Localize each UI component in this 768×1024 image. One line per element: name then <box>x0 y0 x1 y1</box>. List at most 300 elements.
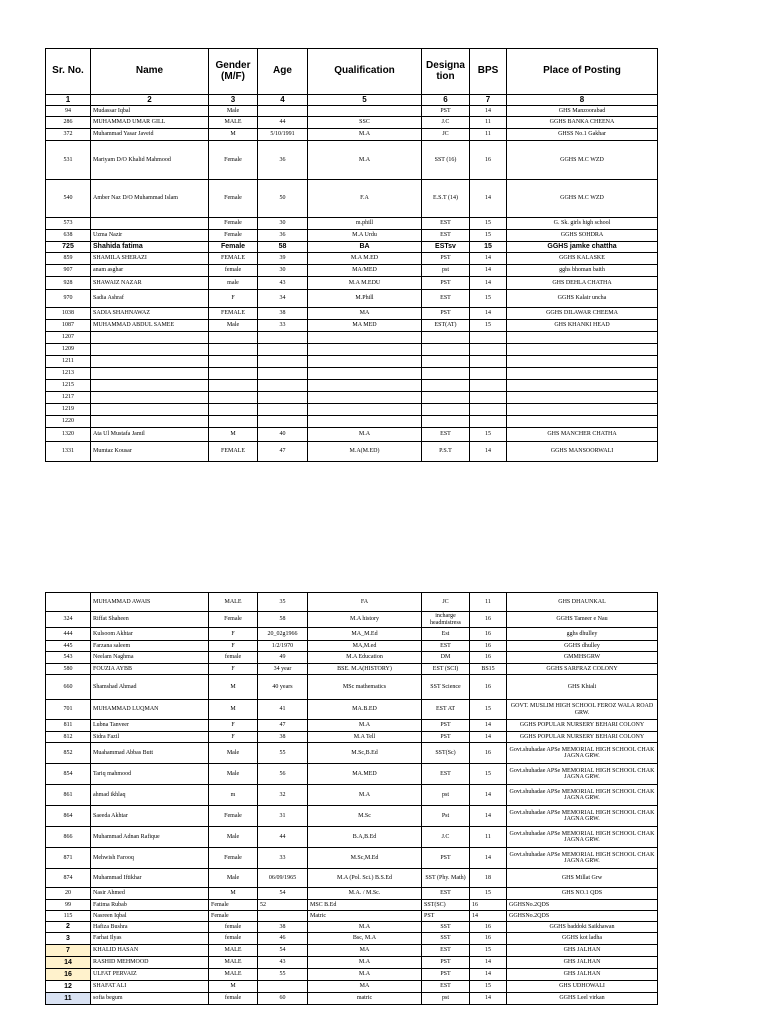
sr-no-cell: 1320 <box>46 428 91 442</box>
qualification-cell: M.A <box>308 129 422 141</box>
name-cell: Mudassar Iqbal <box>91 106 209 117</box>
table-row <box>46 957 658 969</box>
gender-cell: female <box>209 265 258 277</box>
age-cell <box>258 392 308 404</box>
qualification-cell: BSE. M.A(HISTORY) <box>308 664 422 675</box>
qualification-cell: MA MED <box>308 320 422 332</box>
bps-cell: 16 <box>470 641 507 652</box>
column-index: 8 <box>507 95 658 106</box>
designation-cell: pst <box>422 993 470 1005</box>
table-row <box>46 675 658 700</box>
bps-cell: 15 <box>470 242 507 253</box>
qualification-cell: MA <box>308 981 422 993</box>
name-cell: Saeeda Akhtar <box>91 806 209 827</box>
place-of-posting-cell: GGHS MANSOORWALI <box>507 442 658 462</box>
place-of-posting-cell: GGHS jamke chattha <box>507 242 658 253</box>
bps-cell: BS15 <box>470 664 507 675</box>
designation-cell: EST <box>422 218 470 230</box>
gender-cell: Female <box>209 900 258 911</box>
name-cell: MUHAMMAD AWAIS <box>91 593 209 612</box>
bps-cell: 14 <box>470 253 507 265</box>
gender-cell: M <box>209 888 258 900</box>
age-cell <box>258 416 308 428</box>
qualification-cell: M.Sc,B.Ed <box>308 743 422 764</box>
age-cell: 1/2/1970 <box>258 641 308 652</box>
table-row <box>46 356 658 368</box>
designation-cell: E.S.T (14) <box>422 180 470 218</box>
name-cell: Ata Ul Mustafa Jamil <box>91 428 209 442</box>
name-cell: Mumtaz Kousar <box>91 442 209 462</box>
designation-cell: PST <box>422 969 470 981</box>
table-row <box>46 969 658 981</box>
qualification-cell <box>308 380 422 392</box>
designation-cell: EST (SCI) <box>422 664 470 675</box>
column-index: 3 <box>209 95 258 106</box>
bps-cell: 16 <box>470 141 507 180</box>
designation-cell: EST AT <box>422 700 470 720</box>
place-of-posting-cell: GGHSNo.2QDS <box>507 900 658 911</box>
age-cell: 33 <box>258 320 308 332</box>
sr-no-cell: 16 <box>46 969 91 981</box>
gender-cell: Female <box>209 848 258 869</box>
sr-no-cell: 854 <box>46 764 91 785</box>
designation-cell: ESTsv <box>422 242 470 253</box>
sr-no-cell: 11 <box>46 993 91 1005</box>
gender-cell: Male <box>209 743 258 764</box>
table-row <box>46 129 658 141</box>
bps-cell: 16 <box>470 612 507 628</box>
name-cell: Mehwish Farooq <box>91 848 209 869</box>
designation-cell: PST <box>422 277 470 290</box>
designation-cell: PST <box>422 720 470 732</box>
table-row <box>46 911 658 922</box>
sr-no-cell: 324 <box>46 612 91 628</box>
age-cell: 41 <box>258 700 308 720</box>
sr-no-cell: 866 <box>46 827 91 848</box>
bps-cell: 16 <box>470 922 507 933</box>
designation-cell: Pst <box>422 806 470 827</box>
bps-cell: 14 <box>470 442 507 462</box>
sr-no-cell: 638 <box>46 230 91 242</box>
sr-no-cell: 864 <box>46 806 91 827</box>
table-row <box>46 442 658 462</box>
qualification-cell: M.A (Pol. Sci.) B.S.Ed <box>308 869 422 888</box>
bps-cell: 14 <box>470 277 507 290</box>
age-cell: 5/10/1991 <box>258 129 308 141</box>
designation-cell: PST <box>422 106 470 117</box>
place-of-posting-cell: Govt.shuhadae APSe MEMORIAL HIGH SCHOOL CHAK JAGNA GRW. <box>507 764 658 785</box>
gender-cell: FEMALE <box>209 253 258 265</box>
designation-cell: EST <box>422 230 470 242</box>
gender-cell: M <box>209 675 258 700</box>
bps-cell: 15 <box>470 700 507 720</box>
table-row <box>46 732 658 743</box>
table-row <box>46 392 658 404</box>
age-cell: 30 <box>258 218 308 230</box>
qualification-cell: MA.B.ED <box>308 700 422 720</box>
designation-cell <box>422 344 470 356</box>
gender-cell: female <box>209 922 258 933</box>
designation-cell <box>422 416 470 428</box>
qualification-cell: Bsc, M.A <box>308 933 422 945</box>
age-cell <box>258 344 308 356</box>
table-row <box>46 253 658 265</box>
name-cell: Fatima Rubab <box>91 900 209 911</box>
gender-cell: F <box>209 664 258 675</box>
sr-no-cell: 1220 <box>46 416 91 428</box>
bps-cell <box>470 380 507 392</box>
age-cell: 40 <box>258 428 308 442</box>
gender-cell: m <box>209 785 258 806</box>
qualification-cell: MSC B.Ed <box>308 900 422 911</box>
gender-cell: MALE <box>209 945 258 957</box>
bps-cell: 14 <box>470 720 507 732</box>
bps-cell: 14 <box>470 911 507 922</box>
table-row <box>46 888 658 900</box>
place-of-posting-cell: GMMHSGRW <box>507 652 658 664</box>
gender-cell: Male <box>209 106 258 117</box>
place-of-posting-cell: GHS DEHLA CHATHA <box>507 277 658 290</box>
sr-no-cell: 531 <box>46 141 91 180</box>
sr-no-cell: 1087 <box>46 320 91 332</box>
place-of-posting-cell: Govt.shuhadae APSe MEMORIAL HIGH SCHOOL CHAK JAGNA GRW. <box>507 848 658 869</box>
name-cell: MUHAMMAD ABDUL SAMEE <box>91 320 209 332</box>
gender-cell: F <box>209 732 258 743</box>
place-of-posting-cell: GHS UDHOWALI <box>507 981 658 993</box>
designation-cell: SST Science <box>422 675 470 700</box>
designation-cell <box>422 392 470 404</box>
bps-cell: 14 <box>470 806 507 827</box>
sr-no-cell: 852 <box>46 743 91 764</box>
gender-cell: Female <box>209 911 258 922</box>
name-cell <box>91 392 209 404</box>
age-cell: 38 <box>258 308 308 320</box>
name-cell: ULFAT PERVAIZ <box>91 969 209 981</box>
qualification-cell: FA <box>308 593 422 612</box>
place-of-posting-cell <box>507 380 658 392</box>
age-cell: 32 <box>258 785 308 806</box>
designation-cell: PST <box>422 848 470 869</box>
bps-cell: 11 <box>470 827 507 848</box>
qualification-cell: M.Phill <box>308 290 422 308</box>
column-index: 4 <box>258 95 308 106</box>
table-row <box>46 612 658 628</box>
age-cell: 31 <box>258 806 308 827</box>
place-of-posting-cell <box>507 416 658 428</box>
place-of-posting-cell <box>507 368 658 380</box>
gender-cell <box>209 356 258 368</box>
sr-no-cell: 372 <box>46 129 91 141</box>
qualification-cell <box>308 106 422 117</box>
table-row <box>46 900 658 911</box>
bps-cell: 14 <box>470 180 507 218</box>
place-of-posting-cell <box>507 344 658 356</box>
designation-cell <box>422 380 470 392</box>
designation-cell: PST <box>422 957 470 969</box>
name-cell: MUHAMMAD UMAR GILL <box>91 117 209 129</box>
table-row <box>46 117 658 129</box>
sr-no-cell: 7 <box>46 945 91 957</box>
qualification-cell: M.A <box>308 957 422 969</box>
place-of-posting-cell: Govt.shuhadae APSe MEMORIAL HIGH SCHOOL CHAK JAGNA GRW. <box>507 785 658 806</box>
place-of-posting-cell: GGHSNo.2QDS <box>507 911 658 922</box>
designation-cell: incharge headmistress <box>422 612 470 628</box>
bps-cell: 14 <box>470 265 507 277</box>
designation-cell: J.C <box>422 827 470 848</box>
name-cell: Kulsoom Akhtar <box>91 628 209 641</box>
qualification-cell: MA.MED <box>308 764 422 785</box>
bps-cell: 15 <box>470 218 507 230</box>
bps-cell <box>470 368 507 380</box>
age-cell: 06/09/1965 <box>258 869 308 888</box>
header-designation: Designa tion <box>422 49 470 95</box>
table-row <box>46 720 658 732</box>
qualification-cell: M.A <box>308 969 422 981</box>
gender-cell: F <box>209 290 258 308</box>
designation-cell: SST(SC) <box>422 900 470 911</box>
table-row <box>46 332 658 344</box>
table-row <box>46 848 658 869</box>
qualification-cell: M.Sc <box>308 806 422 827</box>
name-cell: MUHAMMAD LUQMAN <box>91 700 209 720</box>
bps-cell: 11 <box>470 117 507 129</box>
name-cell <box>91 332 209 344</box>
column-index: 6 <box>422 95 470 106</box>
bps-cell: 18 <box>470 869 507 888</box>
designation-cell: EST(AT) <box>422 320 470 332</box>
name-cell: Uzma Nazir <box>91 230 209 242</box>
table-row <box>46 404 658 416</box>
sr-no-cell: 20 <box>46 888 91 900</box>
sr-no-cell: 12 <box>46 981 91 993</box>
sr-no-cell: 812 <box>46 732 91 743</box>
gender-cell: female <box>209 933 258 945</box>
gender-cell <box>209 416 258 428</box>
gender-cell: M <box>209 129 258 141</box>
place-of-posting-cell <box>507 404 658 416</box>
name-cell: Lubna Tanveer <box>91 720 209 732</box>
table-row <box>46 230 658 242</box>
name-cell: Shamshad Ahmad <box>91 675 209 700</box>
place-of-posting-cell: GGHS kot ladha <box>507 933 658 945</box>
table-row <box>46 652 658 664</box>
table-row <box>46 806 658 827</box>
place-of-posting-cell: Govt.shuhadae APSe MEMORIAL HIGH SCHOOL CHAK JAGNA GRW. <box>507 806 658 827</box>
sr-no-cell: 14 <box>46 957 91 969</box>
table-row <box>46 981 658 993</box>
place-of-posting-cell: GGHS POPULAR NURSERY BEHARI COLONY <box>507 720 658 732</box>
name-cell: Tariq mahmood <box>91 764 209 785</box>
age-cell: 60 <box>258 993 308 1005</box>
qualification-cell: M.Sc,M.Ed <box>308 848 422 869</box>
table-row <box>46 945 658 957</box>
sr-no-cell: 874 <box>46 869 91 888</box>
place-of-posting-cell: GHS Millat Grw <box>507 869 658 888</box>
gender-cell: MALE <box>209 969 258 981</box>
qualification-cell: F.A <box>308 180 422 218</box>
place-of-posting-cell: G. Sk. girls high school <box>507 218 658 230</box>
place-of-posting-cell: GHS JALHAN <box>507 957 658 969</box>
qualification-cell: M.A Education <box>308 652 422 664</box>
name-cell: Amber Naz D/O Muhammad Islam <box>91 180 209 218</box>
sr-no-cell: 861 <box>46 785 91 806</box>
qualification-cell: BA <box>308 242 422 253</box>
qualification-cell: m.phill <box>308 218 422 230</box>
sr-no-cell: 94 <box>46 106 91 117</box>
sr-no-cell: 1038 <box>46 308 91 320</box>
age-cell <box>258 368 308 380</box>
qualification-cell: Matric <box>308 911 422 922</box>
bps-cell: 16 <box>470 743 507 764</box>
age-cell: 43 <box>258 957 308 969</box>
age-cell: 47 <box>258 442 308 462</box>
designation-cell: PST <box>422 308 470 320</box>
name-cell <box>91 344 209 356</box>
designation-cell: SST (Phy. Math) <box>422 869 470 888</box>
place-of-posting-cell: GGHS POPULAR NURSERY BEHARI COLONY <box>507 732 658 743</box>
gender-cell: Female <box>209 180 258 218</box>
sr-no-cell: 444 <box>46 628 91 641</box>
gender-cell: Female <box>209 230 258 242</box>
bps-cell: 15 <box>470 290 507 308</box>
place-of-posting-cell: Govt.shuhadae APSe MEMORIAL HIGH SCHOOL CHAK JAGNA GRW. <box>507 827 658 848</box>
age-cell <box>258 356 308 368</box>
sr-no-cell: 871 <box>46 848 91 869</box>
table-row <box>46 664 658 675</box>
qualification-cell: SSC <box>308 117 422 129</box>
table-bottom-body <box>46 593 658 1005</box>
age-cell: 46 <box>258 933 308 945</box>
sr-no-cell: 1213 <box>46 368 91 380</box>
gender-cell: M <box>209 700 258 720</box>
table-row <box>46 827 658 848</box>
bps-cell: 14 <box>470 785 507 806</box>
age-cell <box>258 404 308 416</box>
designation-cell: PST <box>422 911 470 922</box>
gender-cell <box>209 344 258 356</box>
designation-cell: PST <box>422 732 470 743</box>
gender-cell <box>209 380 258 392</box>
designation-cell: J.C <box>422 117 470 129</box>
bps-cell: 15 <box>470 945 507 957</box>
gender-cell: Female <box>209 612 258 628</box>
name-cell: SADIA SHAHNAWAZ <box>91 308 209 320</box>
gender-cell: Female <box>209 218 258 230</box>
table-row <box>46 242 658 253</box>
designation-cell <box>422 368 470 380</box>
table-row <box>46 308 658 320</box>
age-cell: 47 <box>258 720 308 732</box>
sr-no-cell: 1331 <box>46 442 91 462</box>
sr-no-cell: 907 <box>46 265 91 277</box>
gender-cell: Male <box>209 764 258 785</box>
table-row <box>46 180 658 218</box>
bps-cell: 15 <box>470 981 507 993</box>
qualification-cell: M.A(M.ED) <box>308 442 422 462</box>
name-cell: Mariyam D/O Khalid Mahmood <box>91 141 209 180</box>
place-of-posting-cell: GHS Khiali <box>507 675 658 700</box>
place-of-posting-cell: GGHS BANKA CHEENA <box>507 117 658 129</box>
bps-cell <box>470 392 507 404</box>
name-cell: SHAMILA SHERAZI <box>91 253 209 265</box>
place-of-posting-cell: GGHS dhulley <box>507 641 658 652</box>
table-row <box>46 764 658 785</box>
table-row <box>46 428 658 442</box>
name-cell <box>91 404 209 416</box>
gender-cell <box>209 368 258 380</box>
name-cell: ahmad ikhlaq <box>91 785 209 806</box>
sr-no-cell: 1211 <box>46 356 91 368</box>
designation-cell: SST <box>422 933 470 945</box>
sr-no-cell: 99 <box>46 900 91 911</box>
name-cell <box>91 416 209 428</box>
place-of-posting-cell: GGHS DILAWAR CHEEMA <box>507 308 658 320</box>
name-cell <box>91 380 209 392</box>
sr-no-cell: 701 <box>46 700 91 720</box>
bps-cell: 11 <box>470 129 507 141</box>
gender-cell: Male <box>209 869 258 888</box>
name-cell: SHAFAT ALI <box>91 981 209 993</box>
table-row <box>46 743 658 764</box>
gender-cell <box>209 404 258 416</box>
table-row <box>46 380 658 392</box>
table-row <box>46 628 658 641</box>
place-of-posting-cell: GHS DHAUNKAL <box>507 593 658 612</box>
bps-cell <box>470 344 507 356</box>
designation-cell: SST <box>422 922 470 933</box>
designation-cell: JC <box>422 593 470 612</box>
age-cell: 38 <box>258 922 308 933</box>
table-row <box>46 785 658 806</box>
place-of-posting-cell: GGHS Leel virkan <box>507 993 658 1005</box>
designation-cell: EST <box>422 428 470 442</box>
name-cell: Nasreen Iqbal <box>91 911 209 922</box>
age-cell <box>258 332 308 344</box>
gender-cell <box>209 332 258 344</box>
table-row <box>46 416 658 428</box>
place-of-posting-cell: GOVT. MUSLIM HIGH SCHOOL FEROZ WALA ROAD GRW. <box>507 700 658 720</box>
bps-cell: 15 <box>470 428 507 442</box>
gender-cell: F <box>209 720 258 732</box>
place-of-posting-cell: GHS JALHAN <box>507 969 658 981</box>
age-cell: 44 <box>258 827 308 848</box>
gender-cell: MALE <box>209 117 258 129</box>
qualification-cell <box>308 404 422 416</box>
qualification-cell <box>308 344 422 356</box>
bps-cell: 11 <box>470 593 507 612</box>
sr-no-cell: 2 <box>46 922 91 933</box>
name-cell: Muhammad Yasar Javeid <box>91 129 209 141</box>
name-cell <box>91 368 209 380</box>
qualification-cell: MA,M.ed <box>308 641 422 652</box>
sr-no-cell: 1209 <box>46 344 91 356</box>
place-of-posting-cell: gghs bhoman baith <box>507 265 658 277</box>
designation-cell <box>422 356 470 368</box>
sr-no-cell: 1215 <box>46 380 91 392</box>
qualification-cell: MA <box>308 308 422 320</box>
qualification-cell: M.A <box>308 428 422 442</box>
designation-cell: EST <box>422 764 470 785</box>
bps-cell: 15 <box>470 230 507 242</box>
sr-no-cell: 1219 <box>46 404 91 416</box>
column-index: 7 <box>470 95 507 106</box>
name-cell: sofia begum <box>91 993 209 1005</box>
age-cell: 20_02g1966 <box>258 628 308 641</box>
designation-cell: PST <box>422 253 470 265</box>
qualification-cell: B.A,B.Ed <box>308 827 422 848</box>
sr-no-cell: 859 <box>46 253 91 265</box>
qualification-cell: M.A <box>308 141 422 180</box>
